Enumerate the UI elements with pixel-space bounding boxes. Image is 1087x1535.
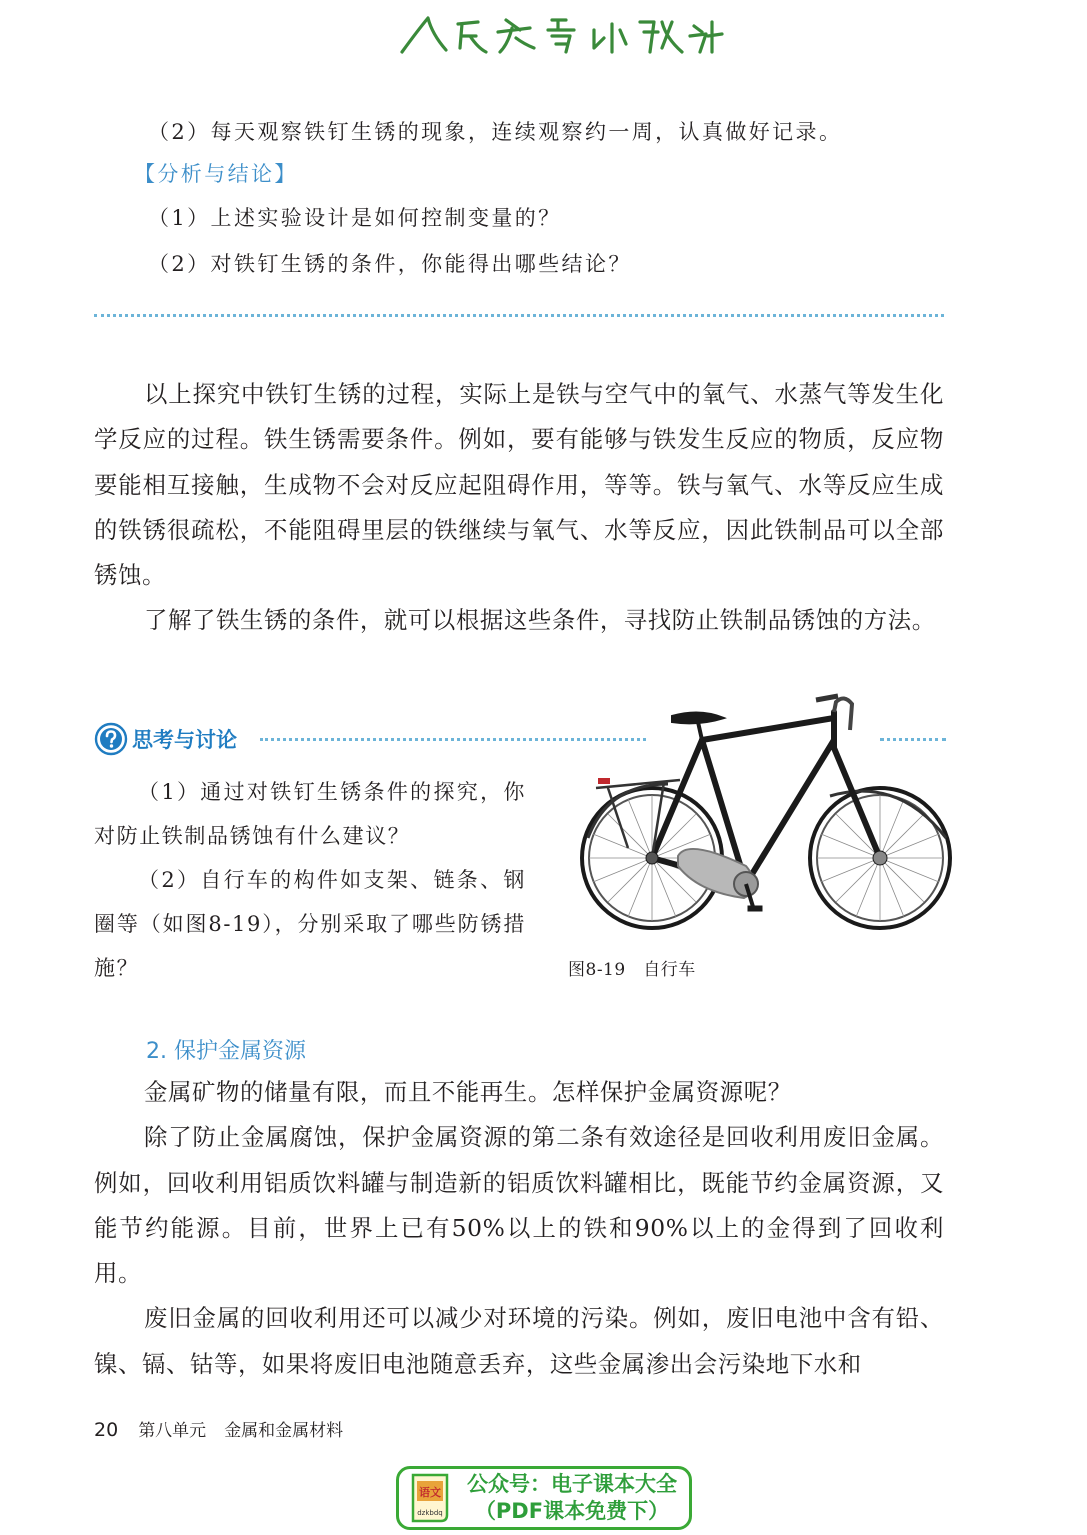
question-mark-icon	[94, 722, 128, 756]
publisher-logo	[0, 8, 1087, 58]
paragraph-recycling: 除了防止金属腐蚀，保护金属资源的第二条有效途径是回收利用废旧金属。例如，回收利用铝质饮料罐与制造新的铝质饮料罐相比，既能节约金属资源，又能节约能源。目前，世界上已有50%以上的铁和90%以上的金得到了回收利用。	[94, 1123, 944, 1288]
section-divider	[94, 314, 944, 317]
think-question-2: （2）自行车的构件如支架、链条、钢圈等（如图8-19），分别采取了哪些防锈措施？	[94, 868, 526, 980]
unit-title: 金属和金属材料	[224, 1421, 344, 1441]
book-icon-label: 语文	[419, 1486, 441, 1499]
book-icon-sub: dzkbdq	[417, 1509, 443, 1517]
think-question-1: （1）通过对铁钉生锈条件的探究，你对防止铁制品锈蚀有什么建议？	[94, 780, 526, 848]
analysis-heading: 【分析与结论】	[134, 162, 298, 186]
bicycle-illustration	[568, 688, 954, 930]
paragraph-metal-reserves: 金属矿物的储量有限，而且不能再生。怎样保护金属资源呢？	[144, 1078, 792, 1106]
banner-line-2: （PDF课本免费下）	[474, 1499, 670, 1523]
banner-line-1: 公众号：电子课本大全	[467, 1472, 677, 1496]
page-footer	[94, 1416, 343, 1441]
think-discuss-title: 思考与讨论	[132, 728, 237, 752]
think-questions	[94, 770, 526, 990]
analysis-question-1: （1）上述实验设计是如何控制变量的？	[148, 206, 562, 230]
wechat-banner	[396, 1466, 692, 1530]
unit-label: 第八单元	[138, 1421, 207, 1441]
section-text	[94, 1070, 944, 1387]
paragraph-pollution: 废旧金属的回收利用还可以减少对环境的污染。例如，废旧电池中含有铅、镍、镉、钴等，如果将废旧电池随意丢弃，这些金属渗出会污染地下水和	[94, 1304, 944, 1378]
figure-caption: 图8-19 自行车	[568, 960, 696, 980]
section-heading: 2. 保护金属资源	[146, 1039, 306, 1064]
paragraph-rust-prevention: 了解了铁生锈的条件，就可以根据这些条件，寻找防止铁制品锈蚀的方法。	[144, 606, 936, 635]
page-number: 20	[94, 1419, 119, 1441]
think-discuss-header	[94, 722, 237, 756]
paragraph-rusting-process: 以上探究中铁钉生锈的过程，实际上是铁与空气中的氧气、水蒸气等发生化学反应的过程。铁生锈需要条件。例如，要有能够与铁发生反应的物质，反应物要能相互接触，生成物不会对反应起阻碍作用，等等。铁与氧气、水等反应生成的铁锈很疏松，不能阻碍里层的铁继续与氧气、水等反应，因此铁制品可以全部锈蚀。	[94, 380, 944, 590]
banner-text	[455, 1471, 689, 1525]
experiment-step-2: （2）每天观察铁钉生锈的现象，连续观察约一周，认真做好记录。	[148, 120, 843, 144]
book-icon	[407, 1471, 455, 1525]
main-text	[94, 372, 944, 644]
analysis-question-2: （2）对铁钉生锈的条件，你能得出哪些结论？	[148, 252, 632, 276]
